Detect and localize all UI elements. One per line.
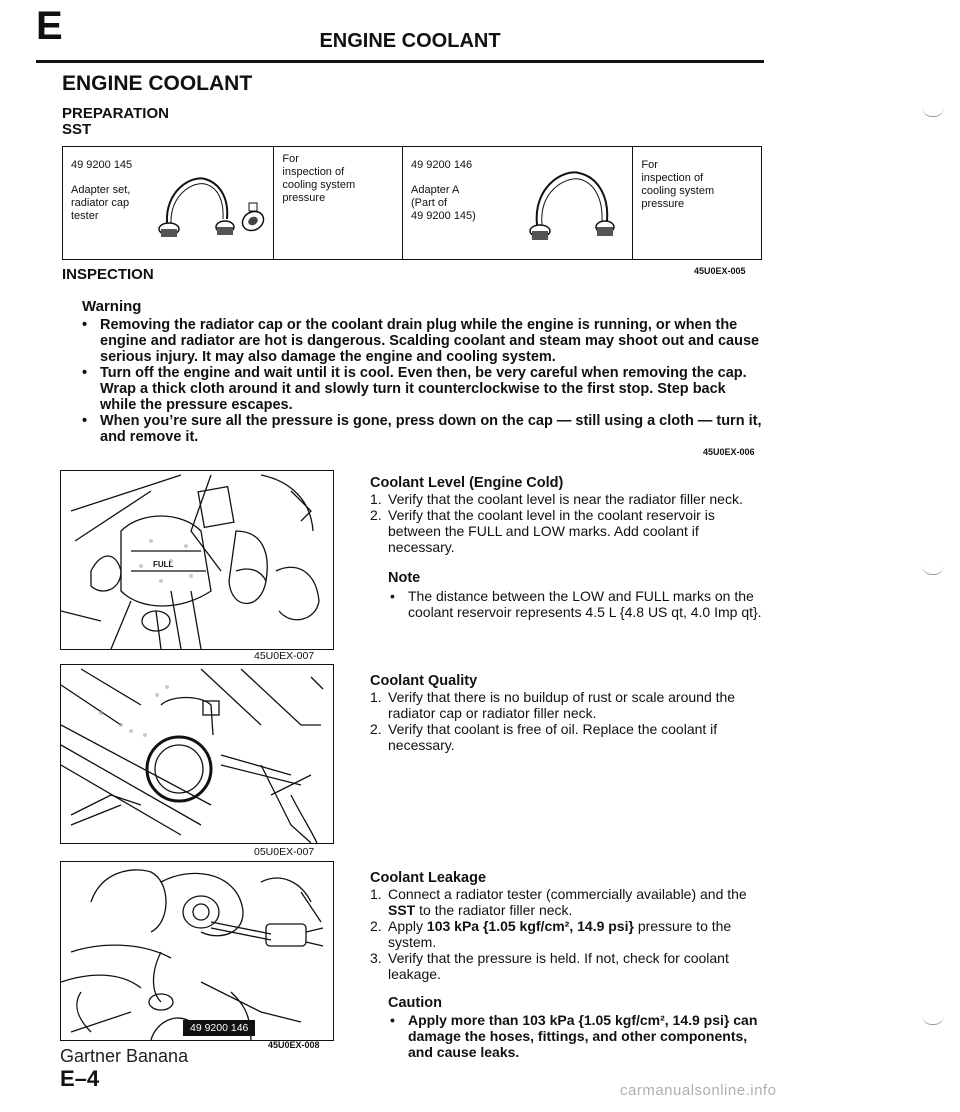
coolant-level-title: Coolant Level (Engine Cold)	[370, 475, 564, 491]
tool-2-name: 49 9200 145)	[411, 210, 476, 222]
step-emphasis: 103 kPa {1.05 kgf/cm², 14.9 psi}	[426, 918, 634, 934]
coolant-leakage-title: Coolant Leakage	[370, 870, 487, 886]
step-number: 2.	[370, 721, 382, 737]
tool-2-name: (Part of	[411, 197, 448, 209]
step-emphasis: SST	[388, 902, 416, 918]
engine-bay-illustration	[61, 471, 333, 649]
coolant-leakage-step	[370, 886, 768, 918]
tool-1-name: Adapter set,	[71, 184, 131, 196]
coolant-level-step	[370, 507, 768, 555]
tool-1-use: For	[282, 153, 299, 165]
caution-title: Caution	[388, 995, 442, 1011]
warning-title: Warning	[82, 298, 142, 315]
bullet-glyph: •	[390, 1012, 395, 1028]
tool-1-use: pressure	[282, 192, 326, 204]
margin-mark	[922, 106, 944, 117]
adapter-a-illustration	[523, 165, 633, 245]
step-text: Verify that the coolant level in the coolant reservoir is between the FULL and LOW marks. Add coolant if necessary.	[388, 507, 715, 555]
step-number: 2.	[370, 918, 382, 934]
coolant-level-step	[370, 491, 768, 507]
preparation-code: 45U0EX-005	[694, 266, 746, 276]
preparation-heading: PREPARATION	[62, 105, 169, 122]
tool-2-name: Adapter A	[411, 184, 460, 196]
step-text: Verify that there is no buildup of rust or scale around the radiator cap or radiator filler neck.	[388, 689, 736, 721]
step-number: 1.	[370, 886, 382, 902]
sst-cell-use-2	[633, 147, 762, 260]
tool-1-name: radiator cap	[71, 197, 130, 209]
step-text: to the radiator filler neck.	[415, 902, 573, 918]
step-text: Verify that the pressure is held. If not, check for coolant leakage.	[388, 950, 729, 982]
step-text: Verify that coolant is free of oil. Replace the coolant if necessary.	[388, 721, 718, 753]
bullet-glyph: •	[82, 317, 88, 333]
filler-neck-illustration	[61, 665, 333, 843]
warning-bullet	[82, 365, 765, 413]
warning-text: When you’re sure all the pressure is gone, press down on the cap — still using a cloth — turn it, and remove it.	[100, 413, 762, 445]
figure-3-code: 45U0EX-008	[268, 1040, 320, 1050]
step-number: 2.	[370, 507, 382, 523]
footer-name: Gartner Banana	[60, 1046, 189, 1066]
header-rule	[36, 60, 764, 63]
sst-cell-use-1	[274, 147, 403, 260]
watermark: carmanualsonline.info	[620, 1082, 777, 1099]
note-text: The distance between the LOW and FULL marks on the coolant reservoir represents 4.5 L {4.8 US qt, 4.0 Imp qt}.	[408, 588, 762, 620]
inspection-heading: INSPECTION	[62, 266, 154, 283]
bullet-glyph: •	[82, 413, 88, 429]
warning-code: 45U0EX-006	[703, 447, 755, 457]
margin-mark	[922, 564, 944, 575]
section-letter: E	[36, 4, 63, 48]
coolant-leakage-step	[370, 918, 768, 950]
tool-1-part-no: 49 9200 145	[71, 159, 133, 171]
coolant-leakage-figure	[60, 861, 334, 1041]
step-text: Verify that the coolant level is near the radiator filler neck.	[388, 491, 743, 507]
page-number: E–4	[60, 1066, 100, 1091]
tool-2-use: For	[641, 159, 658, 171]
tool-2-part-no: 49 9200 146	[411, 159, 473, 171]
page-title: ENGINE COOLANT	[62, 72, 253, 95]
sst-callout-label: 49 9200 146	[183, 1020, 255, 1036]
adapter-set-illustration	[153, 171, 273, 243]
tool-2-use: cooling system	[641, 185, 715, 197]
sst-heading: SST	[62, 121, 92, 138]
coolant-quality-title: Coolant Quality	[370, 673, 478, 689]
figure-1-code: 45U0EX-007	[254, 650, 315, 662]
sst-table	[62, 146, 762, 260]
bullet-glyph: •	[82, 365, 88, 381]
tool-2-use: inspection of	[641, 172, 704, 184]
coolant-leakage-step	[370, 950, 768, 982]
tool-2-use: pressure	[641, 198, 685, 210]
tool-1-use: cooling system	[282, 179, 356, 191]
figure-2-code: 05U0EX-007	[254, 846, 315, 858]
step-number: 3.	[370, 950, 382, 966]
caution-text: Apply more than 103 kPa {1.05 kgf/cm², 14.9 psi} can damage the hoses, fittings, and other components, and cause leaks.	[408, 1012, 758, 1060]
running-header-title: ENGINE COOLANT	[319, 30, 501, 52]
warning-bullet	[82, 317, 765, 365]
step-number: 1.	[370, 689, 382, 705]
pressure-tester-illustration	[61, 862, 333, 1040]
tool-1-use: inspection of	[282, 166, 345, 178]
step-number: 1.	[370, 491, 382, 507]
full-mark-label: FULL	[153, 560, 174, 569]
tool-1-name: tester	[71, 210, 99, 222]
coolant-level-figure	[60, 470, 334, 650]
coolant-quality-step	[370, 721, 768, 753]
step-text: pressure to the system.	[388, 918, 732, 950]
margin-mark	[922, 1014, 944, 1025]
warning-text: Turn off the engine and wait until it is cool. Even then, be very careful when removing the cap. Wrap a thick cloth around it and slowly turn it counterclockwise to the first stop. Step back while the pressure escapes.	[100, 365, 747, 413]
caution-bullet	[390, 1012, 768, 1060]
sst-cell-tool-2	[403, 147, 633, 260]
step-text: Connect a radiator tester (commercially available) and the	[388, 886, 747, 902]
sst-cell-tool-1	[63, 147, 274, 260]
warning-text: Removing the radiator cap or the coolant drain plug while the engine is running, or when the engine and radiator are hot is dangerous. Scalding coolant and steam may shoot out and cause serious injury. It may also damage the engine and cooling system.	[100, 317, 760, 365]
bullet-glyph: •	[390, 588, 395, 604]
step-text: Apply	[388, 918, 427, 934]
coolant-quality-figure	[60, 664, 334, 844]
warning-bullet	[82, 413, 765, 445]
note-title: Note	[388, 570, 421, 586]
coolant-quality-step	[370, 689, 768, 721]
note-bullet	[390, 588, 768, 620]
